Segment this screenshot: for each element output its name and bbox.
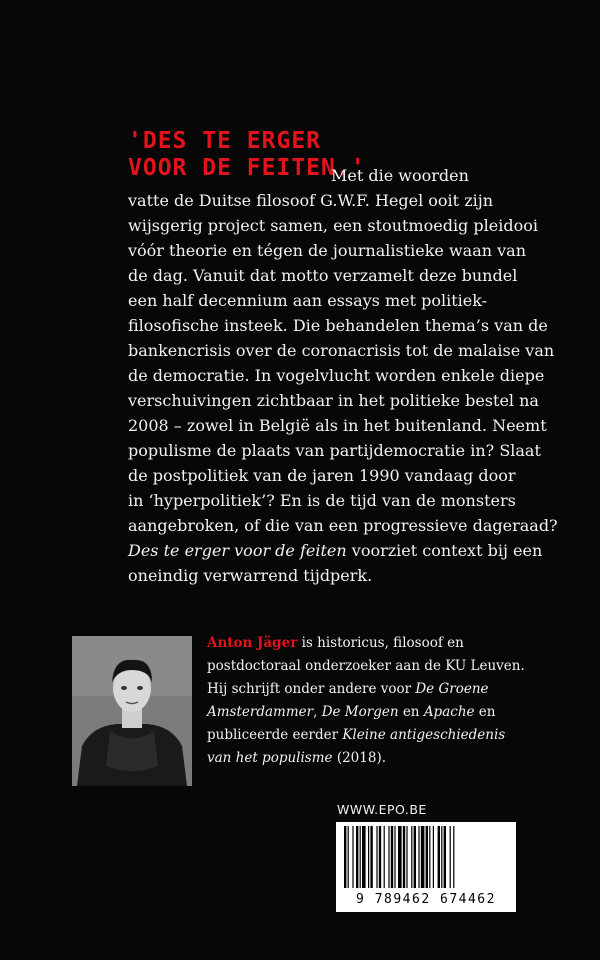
bio-line [207,724,577,747]
quote-line-1: 'DES TE ERGER [128,128,322,154]
blurb-line: vatte de Duitse filosoof G.W.F. Hegel ooit zijn [128,191,493,210]
publication-name: Amsterdammer [207,704,314,720]
blurb-line: de dag. Vanuit dat motto verzamelt deze bundel [128,266,518,285]
barcode-bar [444,826,446,888]
blurb-line: 2008 – zowel in België als in het buitenland. Neemt [128,416,547,435]
barcode-bar [398,826,402,888]
book-title: Kleine antigeschiedenis [342,727,506,743]
blurb-text: voorziet context bij een [346,541,543,560]
barcode-bar [406,826,407,888]
blurb-line: filosofische insteek. Die behandelen thema’s van de [128,316,548,335]
blurb-line: oneindig verwarrend tijdperk. [128,566,373,585]
bio-line [207,632,577,655]
publication-name: Apache [423,704,475,720]
blurb-line: vóór theorie en tégen de journalistieke waan van [128,241,526,260]
barcode-bar [441,826,442,888]
barcode-bars [336,822,516,890]
bio-line [207,678,577,701]
blurb-line: de democratie. In vogelvlucht worden enkele diepe [128,366,545,385]
barcode-bar [418,826,419,888]
blurb-line: populisme de plaats van partijdemocratie in? Slaat [128,441,541,460]
publication-name: De Morgen [321,704,399,720]
barcode-bar [426,826,428,888]
barcode-bar [403,826,405,888]
book-title: van het populisme [207,750,333,766]
author-bio [207,632,577,770]
barcode-bar [379,826,381,888]
blurb-line: een half decennium aan essays met politiek- [128,291,488,310]
barcode-bar [356,826,358,888]
bio-line [207,747,577,770]
barcode-bar [394,826,395,888]
book-title: Des te erger voor de feiten [128,541,347,560]
barcode-bar [433,826,434,888]
barcode-bar [384,826,385,888]
barcode-bar [391,826,393,888]
author-photo [72,636,192,786]
quote-line-2: VOOR DE FEITEN.' [128,155,366,181]
bio-line: postdoctoraal onderzoeker aan de KU Leuven. [207,658,525,674]
barcode-bar [388,826,389,888]
bio-text: Hij schrijft onder andere voor [207,681,416,697]
publisher-url: WWW.EPO.BE [337,802,427,817]
blurb-line: wijsgerig project samen, een stoutmoedig pleidooi [128,216,538,235]
barcode-bar [438,826,440,888]
barcode-bar [450,826,451,888]
blurb-line [128,538,568,563]
barcode-bar [344,826,346,888]
author-name: Anton Jäger [207,635,298,651]
blurb-line: verschuivingen zichtbaar in het politieke bestel na [128,391,539,410]
bio-text: publiceerde eerder [207,727,343,743]
bio-text: en [474,704,496,720]
bio-line [207,701,577,724]
barcode-bar [421,826,425,888]
blurb-line: Met die woorden [331,166,469,185]
barcode-bar [362,826,366,888]
publication-name: De Groene [415,681,489,697]
barcode-bar [453,826,454,888]
barcode-bar [411,826,412,888]
barcode-bar [429,826,430,888]
bio-text: , [313,704,322,720]
barcode-bar [352,826,353,888]
blurb-line: aangebroken, of die van een progressieve dageraad? [128,516,558,535]
isbn-number: 9 789462 674462 [356,892,496,907]
barcode-bar [368,826,369,888]
bio-text: is historicus, filosoof en [297,635,464,651]
bio-text: en [398,704,424,720]
blurb-line: in ‘hyperpolitiek’? En is de tijd van de monsters [128,491,516,510]
barcode-bar [348,826,349,888]
back-cover-blurb [128,163,568,588]
barcode-bar [360,826,361,888]
blurb-line: de postpolitiek van de jaren 1990 vandaag door [128,466,516,485]
barcode-bar [414,826,416,888]
bio-text: (2018). [332,750,387,766]
barcode-bar [370,826,372,888]
blurb-line: bankencrisis over de coronacrisis tot de malaise van [128,341,555,360]
barcode-bar [376,826,377,888]
isbn-barcode [336,822,516,912]
